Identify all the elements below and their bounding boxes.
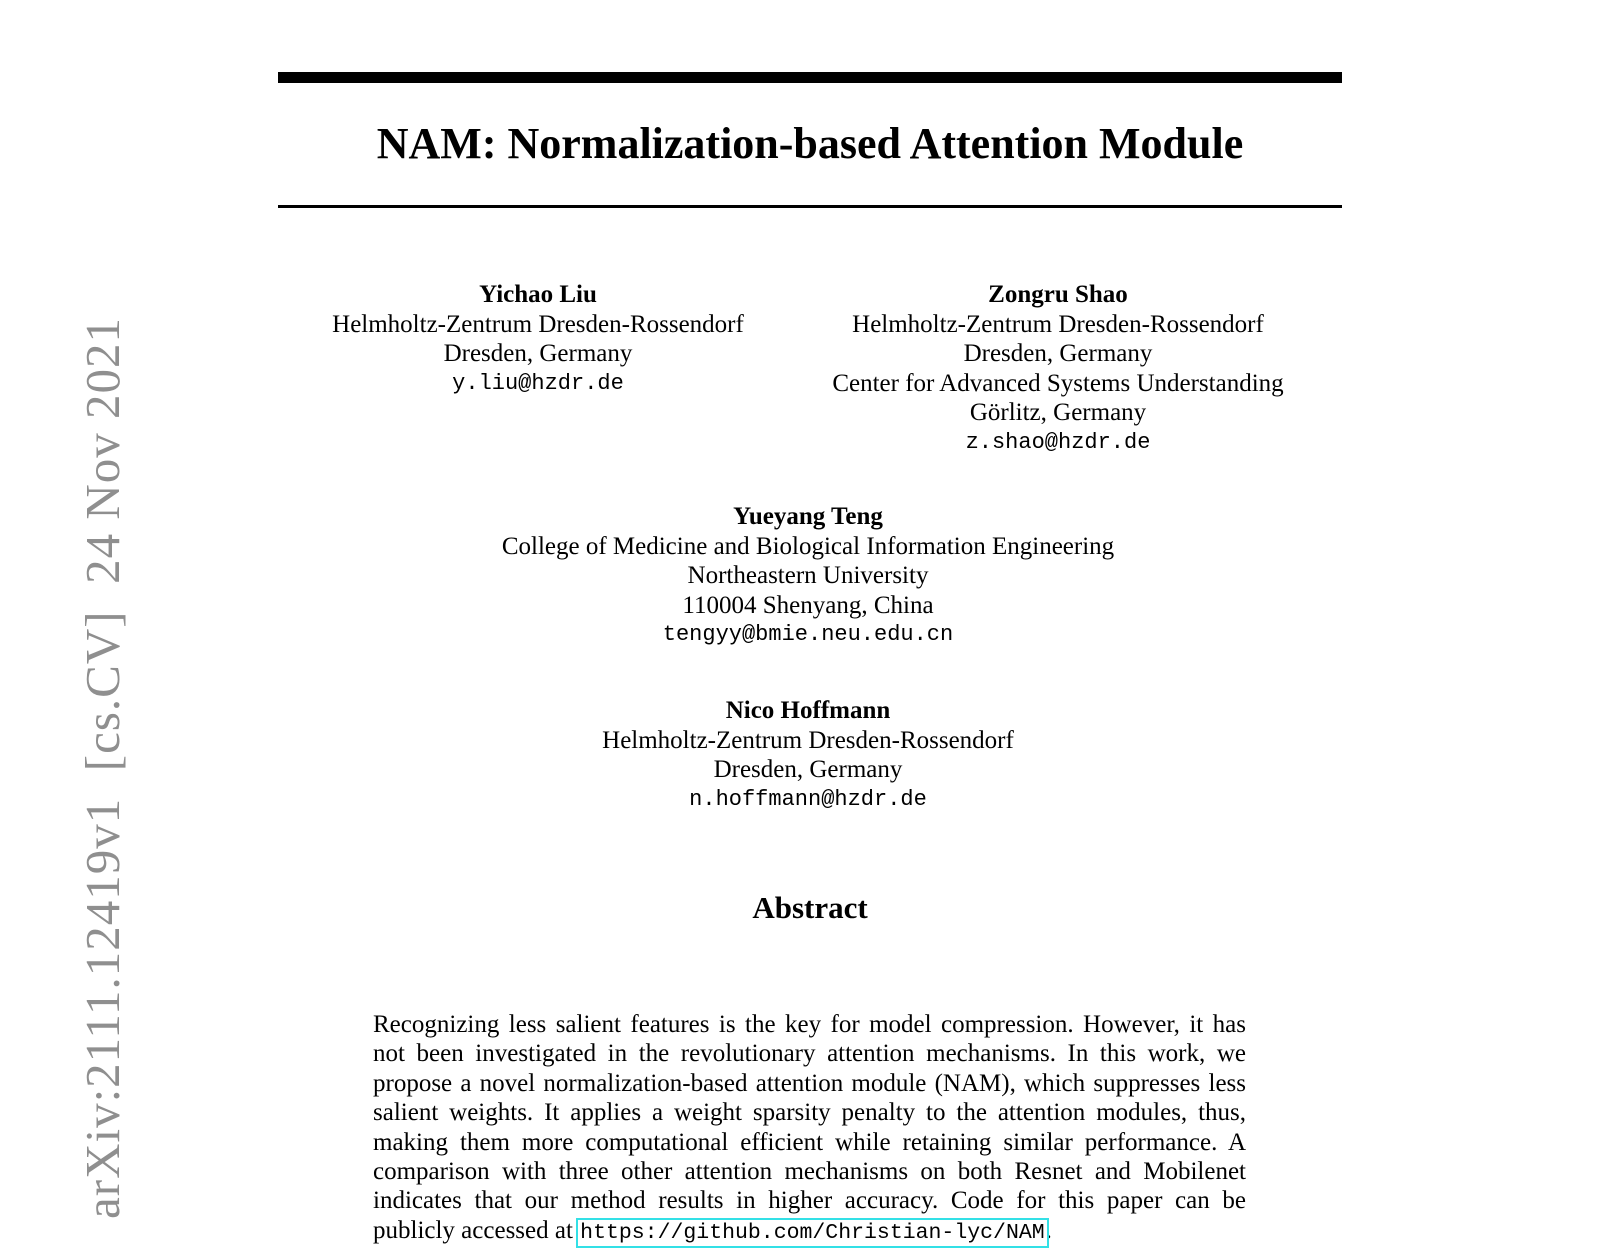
abstract-body: [373, 1010, 1246, 1248]
title-top-rule: [278, 72, 1342, 83]
arxiv-identifier: arXiv:2111.12419v1 [cs.CV] 24 Nov 2021: [75, 317, 130, 1219]
author-affiliation: Helmholtz-Zentrum Dresden-Rossendorf: [852, 310, 1264, 338]
abstract-heading: Abstract: [752, 890, 868, 925]
author-block: [458, 502, 1158, 650]
author-name: Nico Hoffmann: [725, 697, 891, 724]
author-affiliation: Helmholtz-Zentrum Dresden-Rossendorf: [602, 726, 1014, 754]
author-email[interactable]: y.liu@hzdr.de: [452, 370, 624, 396]
title-bottom-rule: [278, 205, 1342, 208]
author-email[interactable]: z.shao@hzdr.de: [965, 429, 1151, 455]
abstract-end-punctuation: .: [1045, 1216, 1052, 1244]
author-affiliation: College of Medicine and Biological Information Engineering: [501, 532, 1115, 560]
author-affiliation: Görlitz, Germany: [969, 399, 1147, 426]
author-affiliation: Center for Advanced Systems Understanding: [832, 369, 1284, 397]
author-email[interactable]: n.hoffmann@hzdr.de: [689, 786, 927, 812]
author-block: [808, 280, 1308, 457]
author-name: Zongru Shao: [988, 281, 1128, 308]
author-affiliation: Dresden, Germany: [713, 756, 903, 783]
author-affiliation: 110004 Shenyang, China: [682, 591, 934, 619]
author-name: Yueyang Teng: [733, 503, 883, 530]
author-email[interactable]: tengyy@bmie.neu.edu.cn: [662, 622, 954, 647]
author-block: [508, 696, 1108, 814]
author-name: Yichao Liu: [479, 281, 597, 308]
code-repository-link[interactable]: https://github.com/Christian-lyc/NAM: [580, 1220, 1045, 1245]
paper-title: NAM: Normalization-based Attention Module: [376, 119, 1244, 168]
abstract-text: Recognizing less salient features is the key for model compression. However, it has not been investigated in the revolutionary attention mechanisms. In this work, we propose a novel normalization-based attention module (NAM), which suppresses less salient weights. It applies a weight sparsity penalty to the attention modules, thus, making them more computational efficient while retaining similar performance. A comparison with three other attention mechanisms on both Resnet and Mobilenet indicates that our method results in higher accuracy. Code for this paper can be publicly accessed at: [373, 1011, 1246, 1244]
author-block: [288, 280, 788, 398]
author-affiliation: Northeastern University: [687, 562, 929, 589]
author-affiliation: Dresden, Germany: [963, 340, 1153, 367]
author-affiliation: Helmholtz-Zentrum Dresden-Rossendorf: [332, 310, 744, 338]
author-affiliation: Dresden, Germany: [443, 340, 633, 367]
